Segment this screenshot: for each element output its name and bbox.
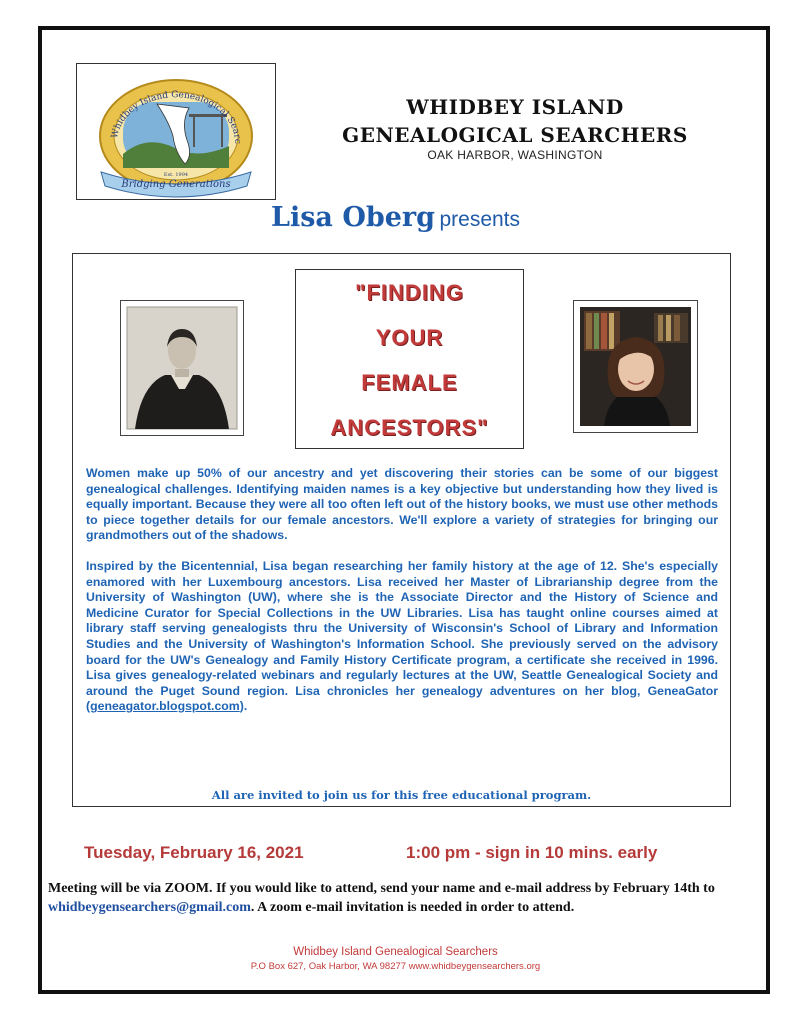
event-date: Tuesday, February 16, 2021 (84, 843, 304, 862)
speaker-bio-end: ). (239, 699, 248, 714)
presenter-name: Lisa Oberg (270, 202, 436, 233)
presents-label: presents (439, 208, 521, 231)
meeting-info (48, 879, 748, 917)
footer-org-name: Whidbey Island Genealogical Searchers (293, 946, 498, 958)
logo-est-text: Est. 1994 (163, 172, 189, 178)
speaker-bio-paragraph (86, 559, 718, 715)
logo-circle-text: Whidbey Island Genealogical Searc (110, 90, 243, 144)
talk-title-box (295, 269, 524, 449)
talk-title-line-4: ANCESTORS" (330, 415, 489, 440)
speaker-graphic (574, 301, 697, 432)
historical-portrait-photo (120, 300, 244, 436)
talk-title-line-1: "FINDING (355, 280, 464, 305)
speaker-photo (573, 300, 698, 433)
blog-link[interactable]: geneagator.blogspot.com (90, 699, 240, 714)
talk-summary-paragraph: Women make up 50% of our ancestry and yet discovering their stories can be some of our biggest genealogical challenges. Identifying maiden names is a key objective but understanding how they lived is equally important. Because they were all too often left out of the history books, we must use other methods to piece together details for our female ancestors. We'll explore a variety of strategies for bringing our grandmothers out of the shadows. (86, 466, 718, 543)
talk-description (86, 466, 718, 730)
meeting-text-before: Meeting will be via ZOOM. If you would like to attend, send your name and e-mail address by February 14th to (48, 881, 715, 896)
talk-title-line-2: YOUR (375, 325, 444, 350)
org-location: OAK HARBOR, WASHINGTON (427, 148, 603, 162)
contact-email-link[interactable]: whidbeygensearchers@gmail.com (48, 900, 251, 915)
org-title (300, 93, 730, 149)
footer-address: P.O Box 627, Oak Harbor, WA 98277 www.whidbeygensearchers.org (250, 961, 541, 972)
speaker-bio-text: Inspired by the Bicentennial, Lisa began researching her family history at the age of 12. She's especially enamored with her Luxembourg ancestors. Lisa received her Master of Librarianship degree from the University of Washington (UW), where she is the Associate Director and the History of Science and Medicine Curator for Special Collections in the UW Libraries. Lisa has taught online courses aimed at library staff serving genealogists thru the University of Wisconsin's School of Library and Information Studies and the University of Washington's Information School. She previously served on the advisory board for the UW's Genealogy and Family History Certificate program, a certificate she received in 1996. Lisa gives genealogy-related webinars and regularly lectures at the UW, Seattle Genealogical Society and around the Puget Sound region. Lisa chronicles her genealogy adventures on her blog, GeneaGator ( (86, 558, 718, 714)
talk-title-line-3: FEMALE (361, 370, 458, 395)
org-logo (76, 63, 276, 200)
invitation-text: All are invited to join us for this free educational program. (211, 788, 592, 802)
meeting-text-after: . A zoom e-mail invitation is needed in order to attend. (250, 900, 575, 915)
logo-graphic (77, 64, 275, 199)
logo-ribbon-text: Bridging Generations (121, 179, 231, 190)
org-title-line2: GENEALOGICAL SEARCHERS (342, 123, 688, 147)
event-time: 1:00 pm - sign in 10 mins. early (406, 843, 658, 862)
portrait-graphic (121, 301, 243, 435)
org-title-line1: WHIDBEY ISLAND (406, 95, 624, 119)
presenter-line (0, 202, 791, 233)
footer (0, 944, 791, 974)
